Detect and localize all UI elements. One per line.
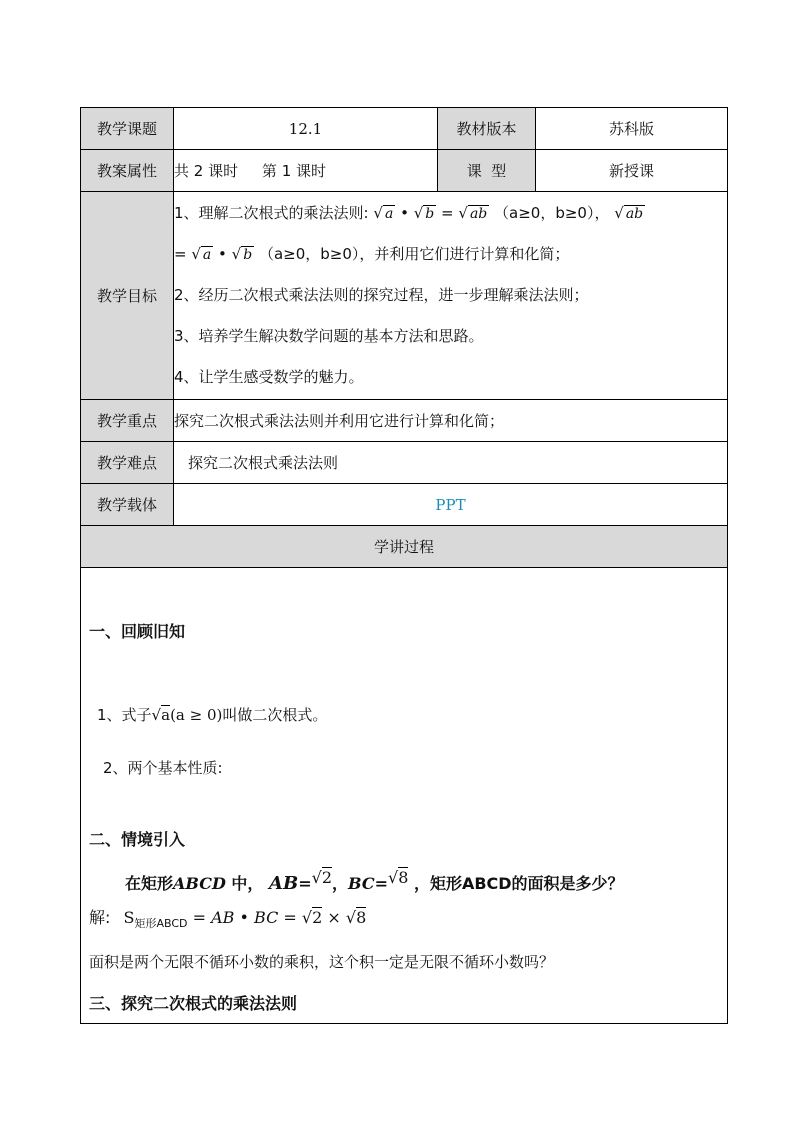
row-media: [81, 484, 728, 526]
goal-1-text: 1、理解二次根式的乘法法则: [174, 204, 364, 222]
label-media: 教学载体: [81, 484, 174, 526]
goal-4: 4、让学生感受数学的魅力。: [174, 368, 364, 386]
value-difficulty: 探究二次根式乘法法则: [174, 442, 728, 484]
scenario-abcd: ABCD: [173, 874, 226, 893]
solution-sub: 矩形ABCD: [134, 917, 188, 931]
sqrt-a: √ a: [373, 204, 394, 222]
scenario-text: 在矩形ABCD 中， AB=√2，BC=√8 ，矩形ABCD的面积是多少？: [125, 868, 624, 894]
goal-1b: = √ a • √ b （a≥0，b≥0），并利用它们进行计算和化简；: [174, 234, 727, 275]
sqrt-a-2: √ a: [191, 245, 212, 263]
label-difficulty: 教学难点: [81, 442, 174, 484]
sqrt-ab: √ ab: [458, 204, 488, 222]
sqrt-ab-2: √ ab: [614, 204, 644, 222]
section-review-title: 一、回顾旧知: [89, 622, 186, 641]
goal-2: 2、经历二次根式乘法法则的探究过程，进一步理解乘法法则；: [174, 286, 589, 304]
area-question: 面积是两个无限不循环小数的乘积，这个积一定是无限不循环小数吗？: [89, 953, 555, 971]
value-edition: 苏科版: [536, 108, 728, 150]
value-attribute: 共 2 课时 第 1 课时: [174, 150, 438, 192]
sqrt-expression: √a(a ≥ 0): [151, 706, 223, 724]
row-process: [81, 568, 728, 1024]
goal-3: 3、培养学生解决数学问题的基本方法和思路。: [174, 327, 484, 345]
label-key-point: 教学重点: [81, 400, 174, 442]
label-topic: 教学课题: [81, 108, 174, 150]
sqrt-b: √ b: [413, 204, 435, 222]
process-content: [81, 568, 728, 1024]
row-attribute: [81, 150, 728, 192]
review-item-2: 2、两个基本性质:: [103, 759, 223, 777]
review-item-1: [97, 706, 327, 724]
value-key-point: 探究二次根式乘法法则并利用它进行计算和化简；: [174, 400, 728, 442]
scenario-bc: BC: [348, 874, 375, 893]
goal-1-cond: （a≥0，b≥0），: [494, 204, 610, 222]
sqrt-b-2: √ b: [231, 245, 253, 263]
row-key-point: [81, 400, 728, 442]
row-process-head: [81, 526, 728, 568]
scenario-ab: AB: [269, 873, 299, 894]
row-topic: [81, 108, 728, 150]
section-scenario-title: 二、情境引入: [89, 830, 186, 849]
process-heading: 学讲过程: [81, 526, 728, 568]
value-media: PPT: [174, 484, 728, 526]
row-difficulty: [81, 442, 728, 484]
label-type: 课 型: [438, 150, 536, 192]
label-edition: 教材版本: [438, 108, 536, 150]
label-goals: 教学目标: [81, 192, 174, 400]
solution-label: 解:: [89, 908, 111, 927]
label-attribute: 教案属性: [81, 150, 174, 192]
scenario-text-b: 中，: [225, 874, 264, 893]
solution-s: S: [123, 908, 135, 927]
solution-line: 解: $S_{矩形ABCD}$ = AB • BC = √2 × √8: [89, 908, 367, 931]
row-goals: [81, 192, 728, 400]
section-explore-title: 三、探究二次根式的乘法法则: [89, 994, 298, 1013]
scenario-text-c: ，矩形ABCD的面积是多少？: [413, 874, 624, 893]
goals-content: [174, 192, 728, 400]
scenario-text-a: 在矩形: [125, 874, 174, 893]
review-item-1-suffix: 叫做二次根式。: [222, 706, 328, 724]
review-item-1-prefix: 1、式子: [97, 706, 152, 724]
goal-1b-cond: （a≥0，b≥0），并利用它们进行计算和化简；: [258, 245, 570, 263]
value-topic: 12.1: [174, 108, 438, 150]
goal-1: 1、理解二次根式的乘法法则: √ a • √ b = √ ab （a≥0，b≥0）， √ ab: [174, 193, 727, 234]
lesson-plan-table: [80, 107, 728, 1024]
value-type: 新授课: [536, 150, 728, 192]
